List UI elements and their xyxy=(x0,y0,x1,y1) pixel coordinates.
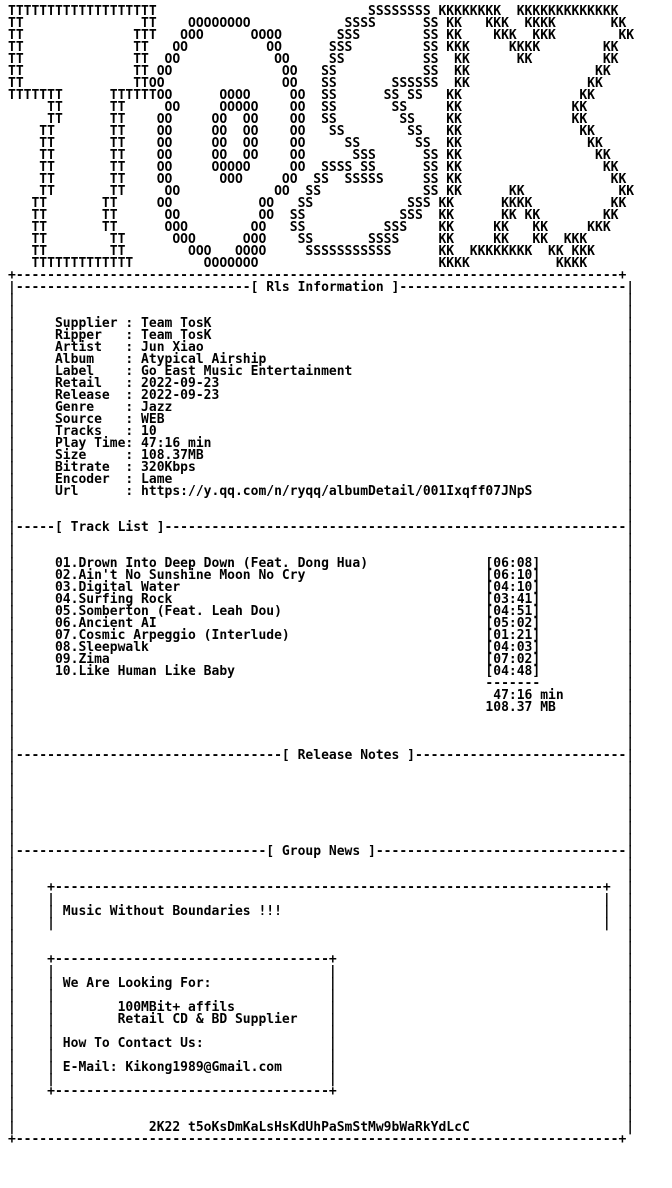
rls-info-row: | Source : WEB | xyxy=(8,412,635,427)
track-row: | 01.Drown Into Deep Down (Feat. Dong Hua) [06:08] | xyxy=(8,556,635,571)
recruit-box-line: | | | | xyxy=(8,1048,635,1063)
blank-line: | | xyxy=(8,724,635,739)
recruit-box-border: | +-----------------------------------+ | xyxy=(8,1084,635,1099)
logo-line: TT TT OOO OOO SS SSSS KK KK KK KKK xyxy=(8,232,588,247)
blank-line: | | xyxy=(8,940,635,955)
logo-line: TT TT OO OO SS SSS KK KK KK KK xyxy=(8,208,619,223)
rls-info-row: | Artist : Jun Xiao | xyxy=(8,340,635,355)
logo-line: TT TT OO OO SSS SS KKK KKKK KK xyxy=(8,40,619,55)
logo-line: TT TT OO OO SS SSS KK KKKK KK xyxy=(8,196,627,211)
logo-line: TT TTT OOO OOOO SSS SS KK KKK KKK KK xyxy=(8,28,635,43)
logo-line: TTTTTTTTTTTTTTTTTTT SSSSSSSS KKKKKKKK KKKKKKKKKKKKK xyxy=(8,4,619,19)
rls-info-row: | Encoder : Lame | xyxy=(8,472,635,487)
rls-info-row: | Genre : Jazz | xyxy=(8,400,635,415)
nfo-document xyxy=(8,6,664,1146)
logo-line: TT TT OO OO SS SS KK KK xyxy=(8,64,611,79)
section-header-release-notes: |----------------------------------[ Release Notes ]---------------------------| xyxy=(8,748,635,763)
recruit-box-border: | +-----------------------------------+ | xyxy=(8,952,635,967)
logo-line: TTTTTTT TTTTTTOO OOOO OO SS SS SS KK KK xyxy=(8,88,595,103)
track-row: | 10.Like Human Like Baby [04:48] | xyxy=(8,664,635,679)
rls-info-row: | Release : 2022-09-23 | xyxy=(8,388,635,403)
blank-line: | | xyxy=(8,928,635,943)
rls-info-row: | Bitrate : 320Kbps | xyxy=(8,460,635,475)
track-row: | 08.Sleepwalk [04:03] | xyxy=(8,640,635,655)
logo-line: TT TT OO OO SS SS KK KK KK xyxy=(8,52,619,67)
news-box-motto: | | Music Without Boundaries !!! | | xyxy=(8,904,635,919)
blank-line: | | xyxy=(8,796,635,811)
rls-info-row: | Label : Go East Music Entertainment | xyxy=(8,364,635,379)
totals-size: | 108.37 MB | xyxy=(8,700,635,715)
rls-info-row: | Size : 108.37MB | xyxy=(8,448,635,463)
logo-line: TT TTOO OO SS SSSSSS KK KK xyxy=(8,76,603,91)
blank-line: | | xyxy=(8,832,635,847)
recruit-need: | | Retail CD & BD Supplier | | xyxy=(8,1012,635,1027)
totals-time: | 47:16 min | xyxy=(8,688,635,703)
rls-info-row: | Tracks : 10 | xyxy=(8,424,635,439)
news-box-border: | +----------------------------------------------------------------------+ | xyxy=(8,880,635,895)
news-box-line: | | | | xyxy=(8,916,635,931)
blank-line: | | xyxy=(8,508,635,523)
recruit-box-line: | | | | xyxy=(8,1072,635,1087)
recruit-heading: | | We Are Looking For: | | xyxy=(8,976,635,991)
totals-separator: | ------- | xyxy=(8,676,635,691)
logo-line: TT TT OO OO OO OO SS SS KK KK xyxy=(8,124,595,139)
blank-line: | | xyxy=(8,532,635,547)
blank-line: | | xyxy=(8,292,635,307)
blank-line: | | xyxy=(8,1096,635,1111)
track-row: | 09.Zima [07:02] | xyxy=(8,652,635,667)
signature: | 2K22 t5oKsDmKaLsHsKdUhPaSmStMw9bWaRkYdLcC | xyxy=(8,1120,635,1135)
track-row: | 04.Surfing Rock [03:41] | xyxy=(8,592,635,607)
blank-line: | | xyxy=(8,772,635,787)
track-row: | 05.Somberton (Feat. Leah Dou) [04:51] | xyxy=(8,604,635,619)
blank-line: | | xyxy=(8,1108,635,1123)
frame-top: +-----------------------------------------------------------------------------+ xyxy=(8,268,627,283)
blank-line: | | xyxy=(8,496,635,511)
track-row: | 02.Ain't No Sunshine Moon No Cry [06:10] | xyxy=(8,568,635,583)
track-row: | 07.Cosmic Arpeggio (Interlude) [01:21] | xyxy=(8,628,635,643)
contact-email: | | E-Mail: Kikong1989@Gmail.com | | xyxy=(8,1060,635,1075)
blank-line: | | xyxy=(8,544,635,559)
logo-line: TT TT OOO OOOO SSSSSSSSSSS KK KKKKKKKK KK KKK xyxy=(8,244,595,259)
recruit-box-line: | | | | xyxy=(8,964,635,979)
blank-line: | | xyxy=(8,784,635,799)
logo-line: TT TT OOOOOOOO SSSS SS KK KKK KKKK KK xyxy=(8,16,627,31)
recruit-box-line: | | | | xyxy=(8,988,635,1003)
blank-line: | | xyxy=(8,760,635,775)
rls-info-row: | Supplier : Team TosK | xyxy=(8,316,635,331)
section-header-track-list: |-----[ Track List ]-----------------------------------------------------------| xyxy=(8,520,635,535)
blank-line: | | xyxy=(8,736,635,751)
blank-line: | | xyxy=(8,712,635,727)
rls-info-row: | Album : Atypical Airship | xyxy=(8,352,635,367)
blank-line: | | xyxy=(8,856,635,871)
contact-heading: | | How To Contact Us: | | xyxy=(8,1036,635,1051)
logo-line: TT TT OO OO SS SS KK KK KK xyxy=(8,184,635,199)
blank-line: | | xyxy=(8,304,635,319)
news-box-line: | | | | xyxy=(8,892,635,907)
track-row: | 06.Ancient AI [05:02] | xyxy=(8,616,635,631)
blank-line: | | xyxy=(8,868,635,883)
frame-bottom: +-----------------------------------------------------------------------------+ xyxy=(8,1132,627,1147)
logo-line: TT TT OOO OO SS SSS KK KK KK KKK xyxy=(8,220,611,235)
recruit-need: | | 100MBit+ affils | | xyxy=(8,1000,635,1015)
rls-info-row: | Url : https://y.qq.com/n/ryqq/albumDetail/001Ixqff07JNpS | xyxy=(8,484,635,499)
logo-line: TTTTTTTTTTTTT OOOOOOO KKKK KKKK xyxy=(8,256,588,271)
logo-line: TT TT OO OOO OO SS SSSSS SS KK KK xyxy=(8,172,627,187)
section-header-rls-info: |------------------------------[ Rls Information ]-----------------------------| xyxy=(8,280,635,295)
section-header-group-news: |--------------------------------[ Group News ]--------------------------------| xyxy=(8,844,635,859)
blank-line: | | xyxy=(8,820,635,835)
logo-line: TT TT OO OO OO OO SSS SS KK KK xyxy=(8,148,611,163)
logo-line: TT TT OO OOOOO OO SS SS KK KK xyxy=(8,100,588,115)
recruit-box-line: | | | | xyxy=(8,1024,635,1039)
rls-info-row: | Play Time: 47:16 min | xyxy=(8,436,635,451)
rls-info-row: | Retail : 2022-09-23 | xyxy=(8,376,635,391)
track-row: | 03.Digital Water [04:10] | xyxy=(8,580,635,595)
logo-line: TT TT OO OO OO OO SS SS KK KK xyxy=(8,112,588,127)
logo-line: TT TT OO OO OO OO SS SS KK KK xyxy=(8,136,603,151)
blank-line: | | xyxy=(8,808,635,823)
rls-info-row: | Ripper : Team TosK | xyxy=(8,328,635,343)
logo-line: TT TT OO OOOOO OO SSSS SS SS KK KK xyxy=(8,160,619,175)
